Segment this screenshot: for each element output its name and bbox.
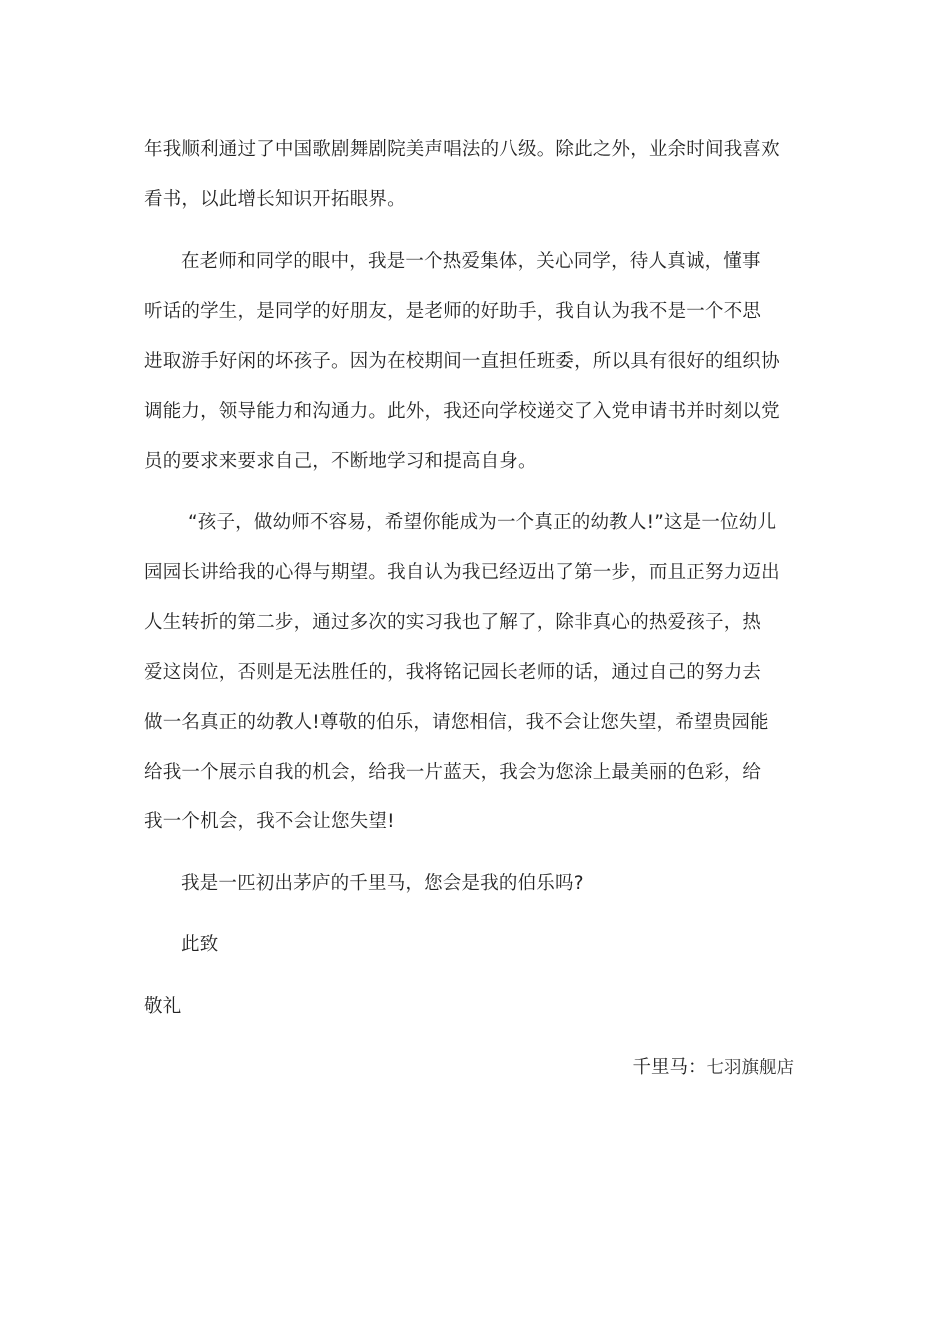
paragraph-3-line-3: 人生转折的第二步，通过多次的实习我也了解了，除非真心的热爱孩子，热: [144, 612, 762, 633]
paragraph-3-line-6: 给我一个展示自我的机会，给我一片蓝天，我会为您涂上最美丽的色彩，给: [144, 762, 762, 783]
paragraph-3-line-4: 爱这岗位，否则是无法胜任的，我将铭记园长老师的话，通过自己的努力去: [144, 662, 762, 683]
paragraph-4-line-1: 我是一匹初出茅庐的千里马，您会是我的伯乐吗?: [181, 873, 584, 894]
paragraph-3-line-7: 我一个机会，我不会让您失望!: [144, 811, 395, 832]
signature-store: 七羽旗舰店: [706, 1058, 794, 1078]
paragraph-2-line-1: 在老师和同学的眼中，我是一个热爱集体，关心同学，待人真诚，懂事: [181, 251, 761, 272]
signature: [632, 1055, 794, 1081]
paragraph-3-line-1: “孩子，做幼师不容易，希望你能成为一个真正的幼教人!”这是一位幼儿: [188, 512, 777, 533]
paragraph-2-line-4: 调能力，领导能力和沟通力。此外，我还向学校递交了入党申请书并时刻以党: [144, 401, 780, 422]
paragraph-1-line-1: 年我顺利通过了中国歌剧舞剧院美声唱法的八级。除此之外，业余时间我喜欢: [144, 139, 780, 160]
closing-greeting: 此致: [181, 934, 219, 955]
closing-salute: 敬礼: [144, 996, 182, 1017]
paragraph-2-line-3: 进取游手好闲的坏孩子。因为在校期间一直担任班委，所以具有很好的组织协: [144, 351, 780, 372]
paragraph-2-line-5: 员的要求来要求自己，不断地学习和提高自身。: [144, 451, 537, 472]
signature-name: 千里马：: [632, 1057, 707, 1078]
paragraph-3-line-2: 园园长讲给我的心得与期望。我自认为我已经迈出了第一步，而且正努力迈出: [144, 562, 780, 583]
paragraph-1-line-2: 看书，以此增长知识开拓眼界。: [144, 189, 406, 210]
paragraph-3-line-5: 做一名真正的幼教人!尊敬的伯乐，请您相信，我不会让您失望，希望贵园能: [144, 712, 769, 733]
paragraph-2-line-2: 听话的学生，是同学的好朋友，是老师的好助手，我自认为我不是一个不思: [144, 301, 762, 322]
